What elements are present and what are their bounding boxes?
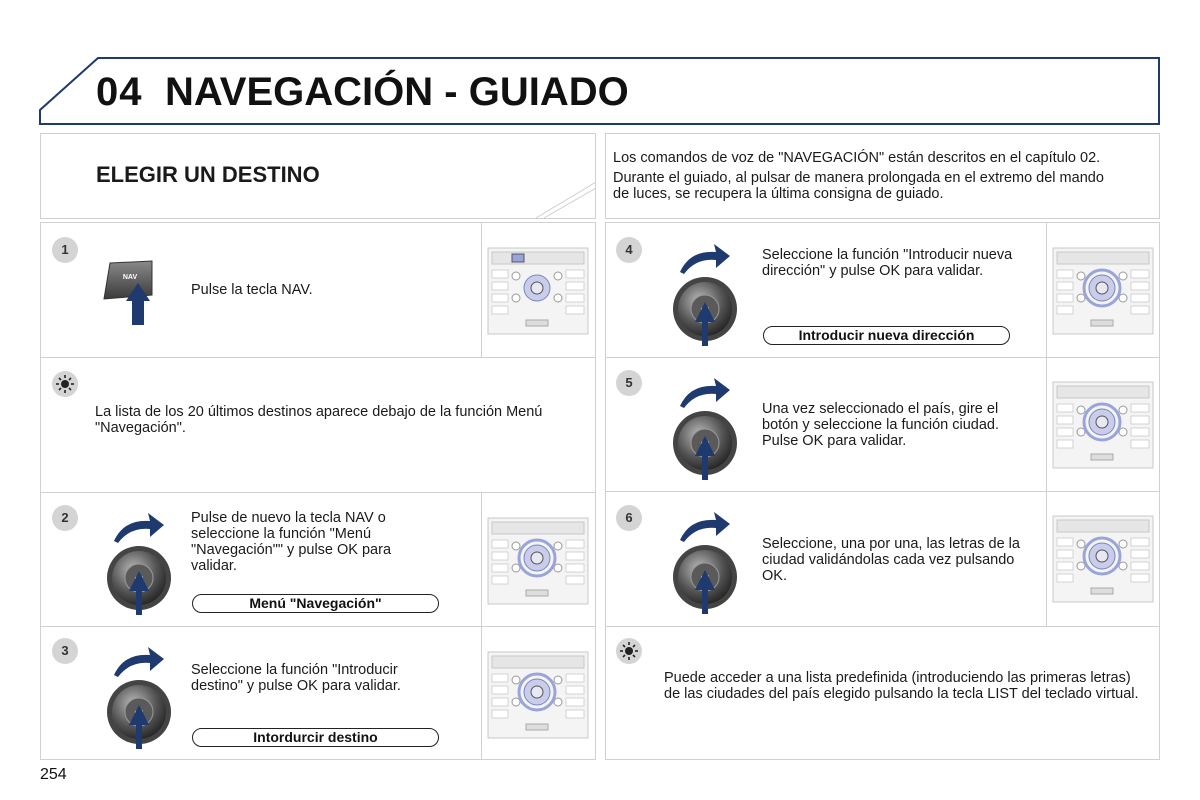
step-6-badge: 6 — [616, 505, 642, 531]
rotary-knob-icon — [104, 639, 184, 756]
step-5-text: Una vez seleccionado el país, gire el botón y seleccione la función ciudad. Pulse OK para validar. — [762, 401, 999, 449]
chapter-title: NAVEGACIÓN - GUIADO — [165, 70, 629, 114]
tip-sun-icon — [616, 638, 642, 664]
chapter-number: 04 — [96, 70, 143, 114]
tip-sun-icon — [52, 371, 78, 397]
step-3-menu-label: Intordurcir destino — [192, 728, 439, 747]
rotary-knob-icon — [670, 370, 750, 487]
step-6-text: Seleccione, una por una, las letras de la ciudad validándolas cada vez pulsando OK. — [762, 536, 1020, 584]
nav-key-icon — [100, 255, 190, 327]
intro-line-1: Los comandos de voz de "NAVEGACIÓN" están descritos en el capítulo 02. — [613, 150, 1101, 166]
rotary-knob-icon — [670, 504, 750, 621]
page-number: 254 — [40, 766, 67, 783]
rotary-knob-icon — [104, 505, 184, 622]
step-3-text: Seleccione la función "Introducir destino" y pulse OK para validar. — [191, 662, 401, 694]
section-corner-decoration — [530, 180, 600, 222]
step-4-badge: 4 — [616, 237, 642, 263]
step-5-badge: 5 — [616, 370, 642, 396]
step-3-badge: 3 — [52, 638, 78, 664]
section-title: ELEGIR UN DESTINO — [96, 162, 320, 187]
control-panel-illustration — [486, 650, 590, 745]
step-2-menu-label: Menú "Navegación" — [192, 594, 439, 613]
step-1-badge: 1 — [52, 237, 78, 263]
step-1-text: Pulse la tecla NAV. — [191, 282, 313, 298]
step-2-text: Pulse de nuevo la tecla NAV o seleccione la función "Menú "Navegación"" y pulse OK para validar. — [191, 510, 392, 574]
control-panel-illustration — [486, 246, 590, 341]
control-panel-illustration — [1051, 246, 1155, 341]
tip-2-text: Puede acceder a una lista predefinida (introduciendo las primeras letras) de las ciudades del país elegido pulsando la tecla LIST del teclado virtual. — [664, 670, 1139, 702]
control-panel-illustration — [1051, 514, 1155, 609]
step-4-text: Seleccione la función "Introducir nueva dirección" y pulse OK para validar. — [762, 247, 1013, 279]
rotary-knob-icon — [670, 236, 750, 353]
tip-1-text: La lista de los 20 últimos destinos aparece debajo de la función Menú "Navegación". — [95, 404, 543, 436]
svg-text:NAV: NAV — [122, 274, 138, 281]
step-4-menu-label: Introducir nueva dirección — [763, 326, 1010, 345]
control-panel-illustration — [486, 516, 590, 611]
control-panel-illustration — [1051, 380, 1155, 475]
intro-line-2: Durante el guiado, al pulsar de manera prolongada en el extremo del mando de luces, se recupera la última consigna de guiado. — [613, 170, 1104, 202]
step-2-badge: 2 — [52, 505, 78, 531]
